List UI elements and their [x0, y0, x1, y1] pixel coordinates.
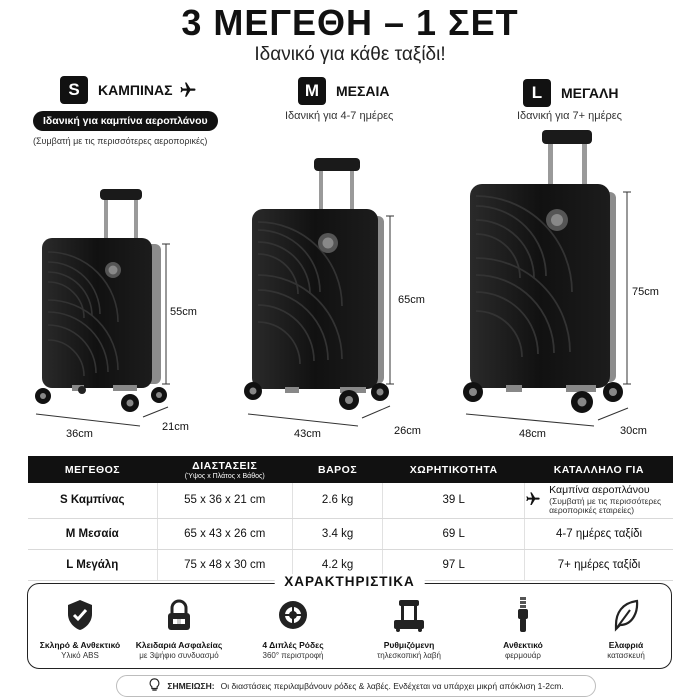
col-weight: ΒΑΡΟΣ: [292, 456, 382, 483]
airplane-icon: [525, 491, 541, 510]
footnote-bar: [116, 675, 596, 697]
feature-item: [354, 596, 464, 660]
col-dims-sub: (Ύψος x Πλάτος x Βάθος): [184, 472, 265, 480]
footnote-text: Οι διαστάσεις περιλαμβάνουν ρόδες & λαβές. Ενδέχεται να υπάρχει μικρή απόκλιση 1-2cm.: [220, 681, 564, 691]
row-suitable: 7+ ημέρες ταξίδι: [525, 549, 673, 580]
wheel-icon: [238, 596, 348, 634]
feature-item: [571, 596, 681, 660]
feature-item: [238, 596, 348, 660]
feature-desc: τηλεσκοπική λαβή: [377, 651, 441, 660]
table-row: [28, 483, 673, 518]
size-m-days: Ιδανική για 4-7 ημέρες: [285, 110, 394, 122]
size-spec-table: [28, 456, 673, 581]
size-s-name: ΚΑΜΠΙΝΑΣ: [98, 82, 173, 98]
size-l-days: Ιδανική για 7+ ημέρες: [517, 110, 622, 122]
feature-item: [25, 596, 135, 660]
cabin-compat-note: (Συμβατή με τις περισσότερες αεροπορικές): [33, 136, 208, 146]
size-s-width-label: 36cm: [66, 428, 93, 440]
col-dims-label: ΔΙΑΣΤΑΣΕΙΣ: [192, 459, 258, 472]
feature-desc: με 3ψήφιο συνδυασμό: [139, 651, 219, 660]
suitcase-small: [35, 189, 170, 426]
size-s-letter: S: [60, 76, 88, 104]
size-m-name: ΜΕΣΑΙΑ: [336, 83, 390, 99]
row-dims: 65 x 43 x 26 cm: [157, 518, 292, 549]
footnote-label: ΣΗΜΕΙΩΣΗ:: [167, 681, 215, 691]
zipper-icon: [468, 596, 578, 634]
size-l-letter: L: [523, 79, 551, 107]
feature-title: Ρυθμιζόμενη: [383, 640, 435, 650]
row-capacity: 69 L: [383, 518, 525, 549]
row-size: M Μεσαία: [28, 518, 157, 549]
row-weight: 3.4 kg: [292, 518, 382, 549]
size-m-height-label: 65cm: [398, 294, 425, 306]
suitcase-large: [463, 130, 631, 426]
size-m-depth-label: 26cm: [394, 425, 421, 437]
page-title: 3 ΜΕΓΕΘΗ – 1 ΣΕΤ: [181, 2, 519, 43]
row-capacity: 39 L: [383, 483, 525, 518]
col-suitable: ΚΑΤΑΛΛΗΛΟ ΓΙΑ: [525, 456, 673, 483]
size-l-name: ΜΕΓΑΛΗ: [561, 85, 619, 101]
feature-desc: Υλικό ABS: [61, 651, 99, 660]
table-row: [28, 518, 673, 549]
page-subtitle: Ιδανικό για κάθε ταξίδι!: [254, 44, 446, 65]
feature-title: 4 Διπλές Ρόδες: [262, 640, 324, 650]
size-s-depth-label: 21cm: [162, 421, 189, 433]
col-capacity: ΧΩΡΗΤΙΚΟΤΗΤΑ: [383, 456, 525, 483]
row-dims: 55 x 36 x 21 cm: [157, 483, 292, 518]
shield-check-icon: [25, 596, 135, 634]
cabin-tagline-badge: Ιδανική για καμπίνα αεροπλάνου: [33, 111, 218, 131]
feature-desc: 360° περιστροφή: [262, 651, 324, 660]
suitcase-medium: [244, 158, 394, 426]
size-s-height-label: 55cm: [170, 306, 197, 318]
row-suitable: 4-7 ημέρες ταξίδι: [525, 518, 673, 549]
row-weight: 2.6 kg: [292, 483, 382, 518]
size-m-letter: M: [298, 77, 326, 105]
padlock-icon: [124, 596, 234, 634]
features-title: ΧΑΡΑΚΤΗΡΙΣΤΙΚΑ: [274, 574, 425, 589]
row-suitable: [525, 483, 673, 518]
col-dims: [157, 456, 292, 483]
lightbulb-icon: [148, 678, 161, 694]
feature-title: Ελαφριά: [608, 640, 644, 650]
col-size: ΜΕΓΕΘΟΣ: [28, 456, 157, 483]
feature-title: Σκληρό & Ανθεκτικό: [39, 640, 121, 650]
size-l-depth-label: 30cm: [620, 425, 647, 437]
feature-item: [124, 596, 234, 660]
feature-title: Ανθεκτικό: [503, 640, 543, 650]
features-panel: [27, 574, 672, 669]
row-size: S Καμπίνας: [28, 483, 157, 518]
row-weight: 4.2 kg: [292, 549, 382, 580]
feature-title: Κλειδαριά Ασφαλείας: [135, 640, 223, 650]
feature-desc: κατασκευή: [607, 651, 645, 660]
size-l-width-label: 48cm: [519, 428, 546, 440]
size-l-height-label: 75cm: [632, 286, 659, 298]
telescopic-handle-icon: [354, 596, 464, 634]
row-size: L Μεγάλη: [28, 549, 157, 580]
feature-item: [468, 596, 578, 660]
feather-icon: [571, 596, 681, 634]
row-dims: 75 x 48 x 30 cm: [157, 549, 292, 580]
size-m-width-label: 43cm: [294, 428, 321, 440]
row-suitable-text: Καμπίνα αεροπλάνου: [549, 484, 650, 497]
row-suitable-note: (Συμβατή με τις περισσότερες αεροπορικές εταιρείες): [549, 495, 662, 516]
row-capacity: 97 L: [383, 549, 525, 580]
feature-desc: φερμουάρ: [505, 651, 541, 660]
table-header-row: [28, 456, 673, 483]
